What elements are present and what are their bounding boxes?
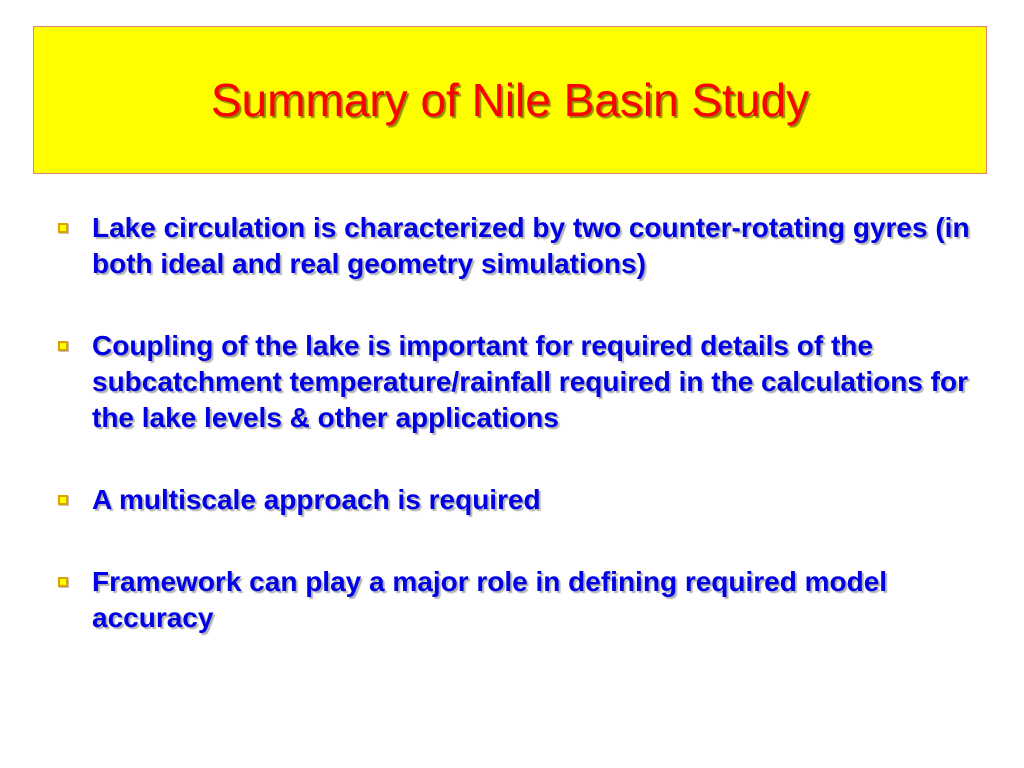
square-bullet-icon (58, 577, 68, 587)
slide-title: Summary of Nile Basin Study (210, 74, 810, 126)
square-bullet-icon (58, 495, 68, 505)
square-bullet-icon (58, 223, 68, 233)
square-bullet-icon (58, 341, 68, 351)
bullet-item (54, 482, 984, 518)
bullet-item (54, 328, 984, 436)
bullet-item (54, 210, 984, 282)
bullet-item (54, 564, 984, 636)
bullet-text: A multiscale approach is required (92, 484, 541, 515)
bullet-text: Framework can play a major role in defining required model accuracy (92, 566, 888, 633)
bullet-text: Lake circulation is characterized by two counter-rotating gyres (in both ideal and real geometry simulations) (92, 212, 970, 279)
bullet-text: Coupling of the lake is important for required details of the subcatchment temperature/rainfall required in the calculations for the lake levels & other applications (92, 330, 968, 433)
bullet-list (54, 210, 984, 636)
title-banner (33, 26, 987, 174)
